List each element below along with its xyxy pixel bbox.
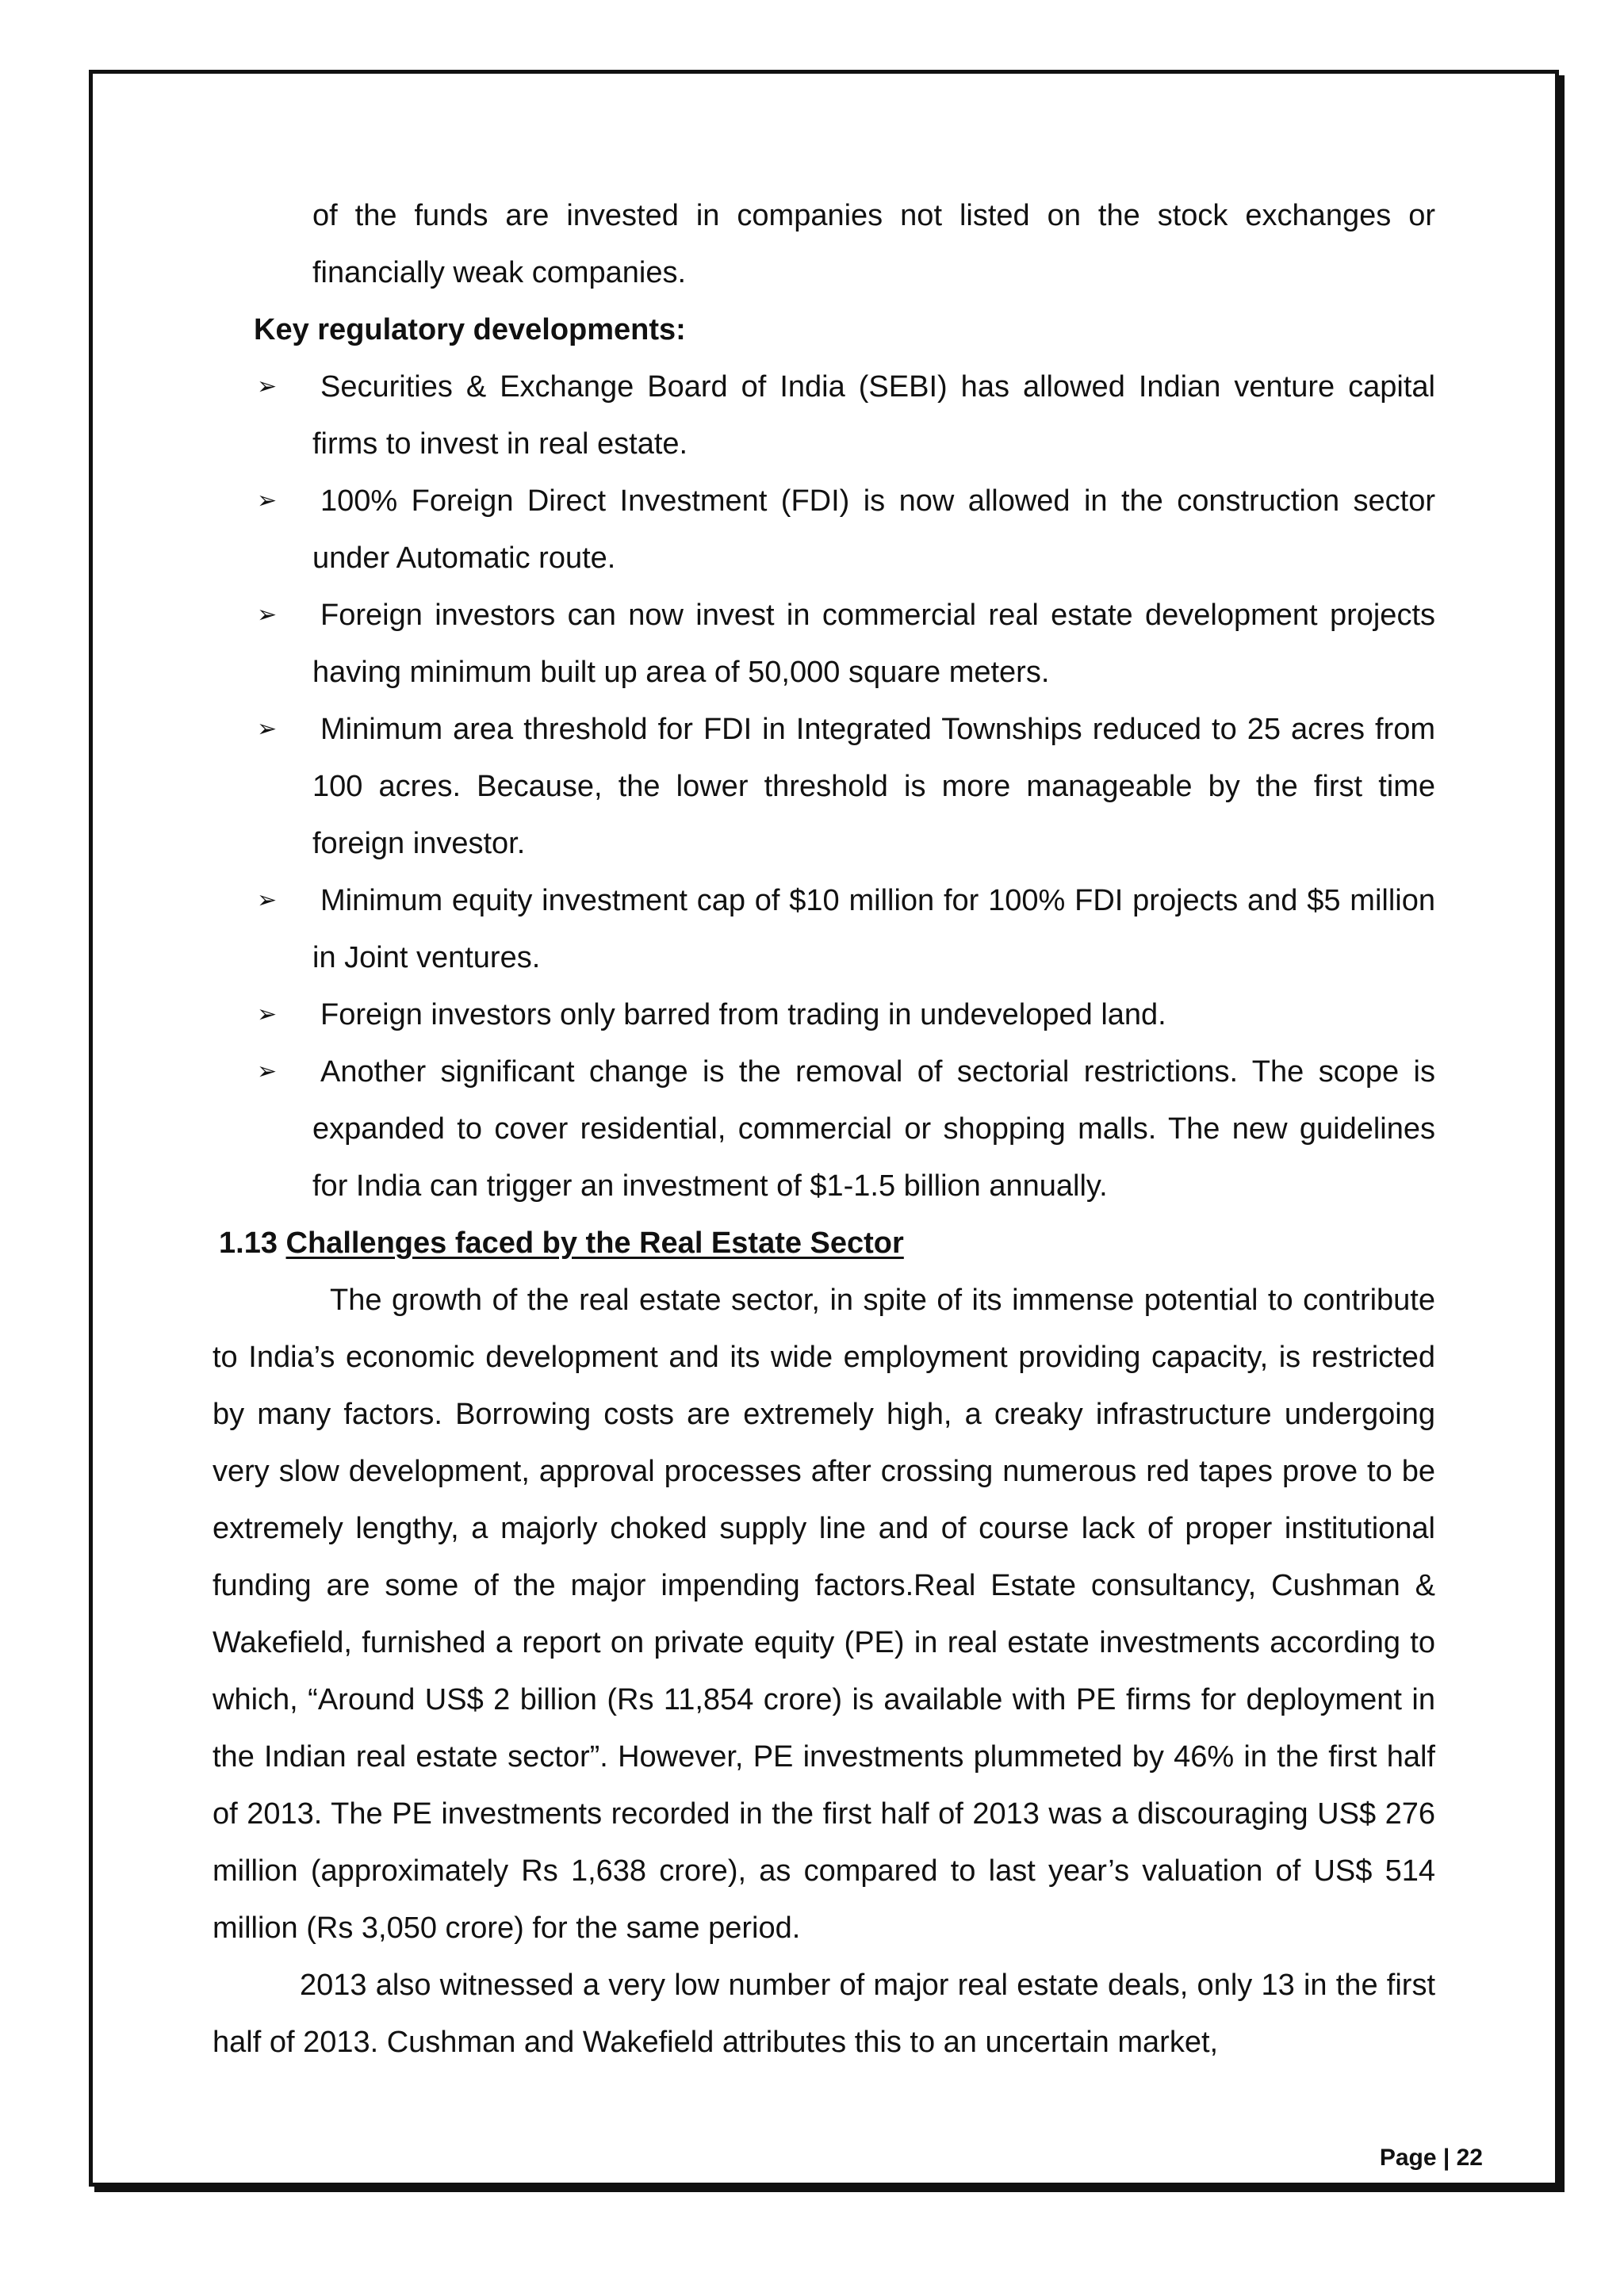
deals-paragraph: 2013 also witnessed a very low number of major real estate deals, only 13 in the first half of 2013. Cushman and Wakefield attributes this to an uncertain market, (213, 1969, 1435, 2059)
continuation-paragraph: of the funds are invested in companies not listed on the stock exchanges or financially weak companies. (312, 199, 1435, 289)
arrow-bullet-icon: ➢ (257, 373, 278, 400)
section-heading (219, 1215, 1435, 1272)
bullet-text: 100% Foreign Direct Investment (FDI) is now allowed in the construction sector under Automatic route. (312, 484, 1435, 575)
arrow-bullet-icon: ➢ (257, 601, 278, 629)
list-item (213, 872, 1435, 986)
page-number: 22 (1456, 2145, 1483, 2171)
arrow-bullet-icon: ➢ (257, 715, 278, 743)
list-item (213, 1043, 1435, 1215)
list-item (213, 701, 1435, 872)
bullet-text: Minimum equity investment cap of $10 million for 100% FDI projects and $5 million in Joint ventures. (312, 884, 1435, 974)
page-label: Page (1379, 2145, 1437, 2171)
bullet-text: Minimum area threshold for FDI in Integrated Townships reduced to 25 acres from 100 acres. Because, the lower threshold is more manageable by the first time foreign investor. (312, 713, 1435, 860)
regulatory-heading: Key regulatory developments: (254, 313, 686, 346)
list-item (213, 986, 1435, 1043)
list-item (213, 587, 1435, 701)
page-number-footer (1380, 2145, 1483, 2172)
page-content (213, 187, 1435, 2071)
arrow-bullet-icon: ➢ (257, 886, 278, 914)
section-title: Challenges faced by the Real Estate Sector (285, 1226, 904, 1260)
bullet-text: Securities & Exchange Board of India (SEBI) has allowed Indian venture capital firms to invest in real estate. (312, 370, 1435, 461)
arrow-bullet-icon: ➢ (257, 1001, 278, 1028)
bullet-text: Foreign investors only barred from trading in undeveloped land. (320, 998, 1166, 1031)
regulatory-bullet-list (213, 358, 1435, 1215)
arrow-bullet-icon: ➢ (257, 487, 278, 515)
section-number: 1.13 (219, 1226, 278, 1260)
bullet-text: Foreign investors can now invest in commercial real estate development projects having minimum built up area of 50,000 square meters. (312, 599, 1435, 689)
bullet-text: Another significant change is the removal of sectorial restrictions. The scope is expanded to cover residential, commercial or shopping malls. The new guidelines for India can trigger an investment of $1-1.5 billion annually. (312, 1055, 1435, 1203)
list-item (213, 473, 1435, 587)
list-item (213, 358, 1435, 473)
page-separator: | (1442, 2145, 1450, 2171)
challenges-paragraph: The growth of the real estate sector, in spite of its immense potential to contribute to India’s economic development and its wide employment providing capacity, is restricted by many factors. Borrowing costs are extremely high, a creaky infrastructure undergoing very slow development, approval processes after crossing numerous red tapes prove to be extremely lengthy, a majorly choked supply line and of course lack of proper institutional funding are some of the major impending factors.Real Estate consultancy, Cushman & Wakefield, furnished a report on private equity (PE) in real estate investments according to which, “Around US$ 2 billion (Rs 11,854 crore) is available with PE firms for deployment in the Indian real estate sector”. However, PE investments plummeted by 46% in the first half of 2013. The PE investments recorded in the first half of 2013 was a discouraging US$ 276 million (approximately Rs 1,638 crore), as compared to last year’s valuation of US$ 514 million (Rs 3,050 crore) for the same period. (213, 1284, 1435, 1945)
arrow-bullet-icon: ➢ (257, 1058, 278, 1085)
